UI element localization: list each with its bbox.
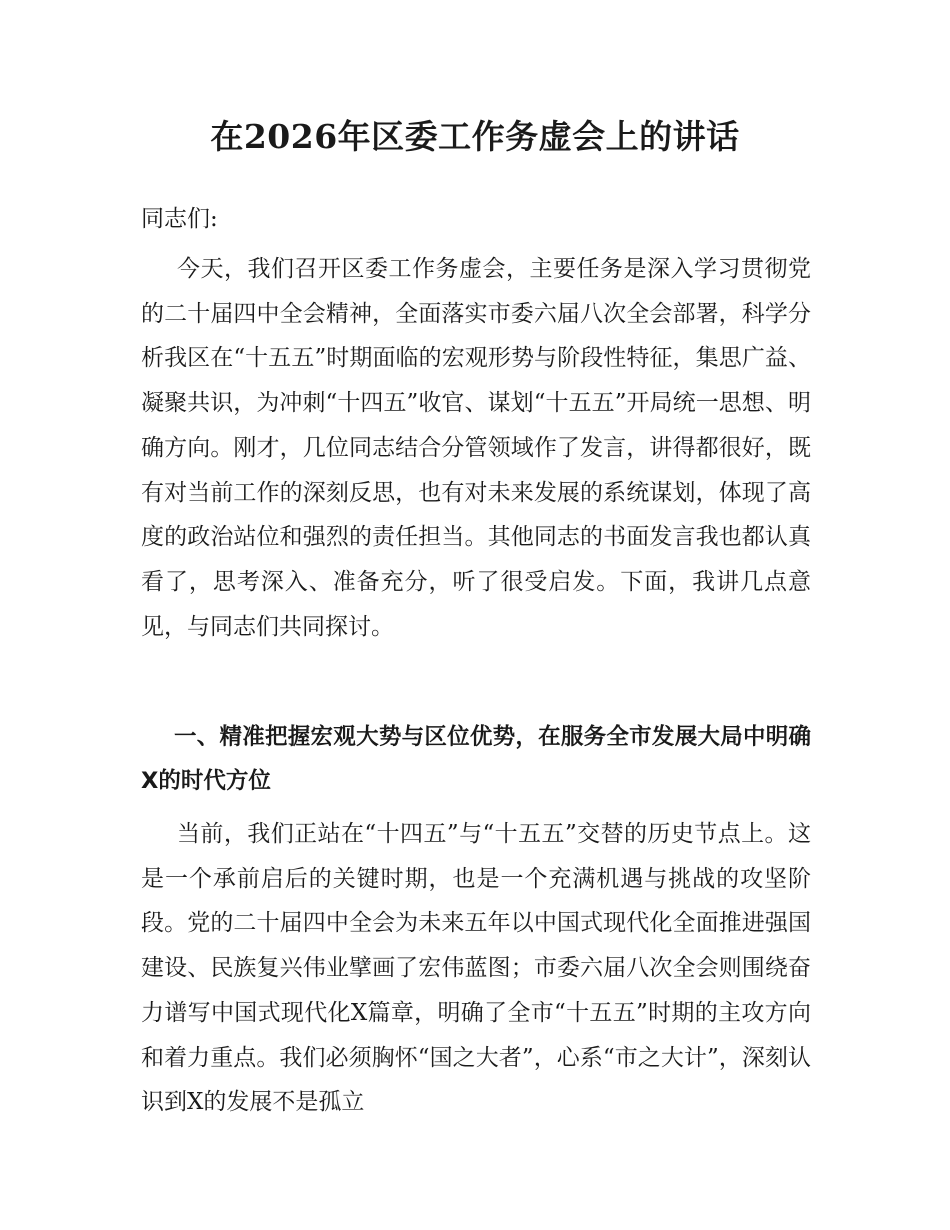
salutation: 同志们: bbox=[141, 206, 218, 232]
section-heading-1: 一、精准把握宏观大势与区位优势，在服务全市发展大局中明确X的时代方位 bbox=[141, 724, 811, 794]
paragraph-section-1: 当前，我们正站在“十四五”与“十五五”交替的历史节点上。这是一个承前启后的关键时期，也是一个充满机遇与挑战的攻坚阶段。党的二十届四中全会为未来五年以中国式现代化全面推进强国建设、民族复兴伟业擘画了宏伟蓝图；市委六届八次全会则围绕奋力谱写中国式现代化X篇章，明确了全市“十五五”时期的主攻方向和着力重点。我们必须胸怀“国之大者”，心系“市之大计”，深刻认识到X的发展不是孤立 bbox=[141, 821, 811, 1116]
paragraph-intro: 今天，我们召开区委工作务虚会，主要任务是深入学习贯彻党的二十届四中全会精神，全面落实市委六届八次全会部署，科学分析我区在“十五五”时期面临的宏观形势与阶段性特征，集思广益、凝聚共识，为冲刺“十四五”收官、谋划“十五五”开局统一思想、明确方向。刚才，几位同志结合分管领域作了发言，讲得都很好，既有对当前工作的深刻反思，也有对未来发展的系统谋划，体现了高度的政治站位和强烈的责任担当。其他同志的书面发言我也都认真看了，思考深入、准备充分，听了很受启发。下面，我讲几点意见，与同志们共同探讨。 bbox=[141, 256, 811, 640]
document-title: 在2026年区委工作务虚会上的讲话 bbox=[210, 117, 740, 156]
